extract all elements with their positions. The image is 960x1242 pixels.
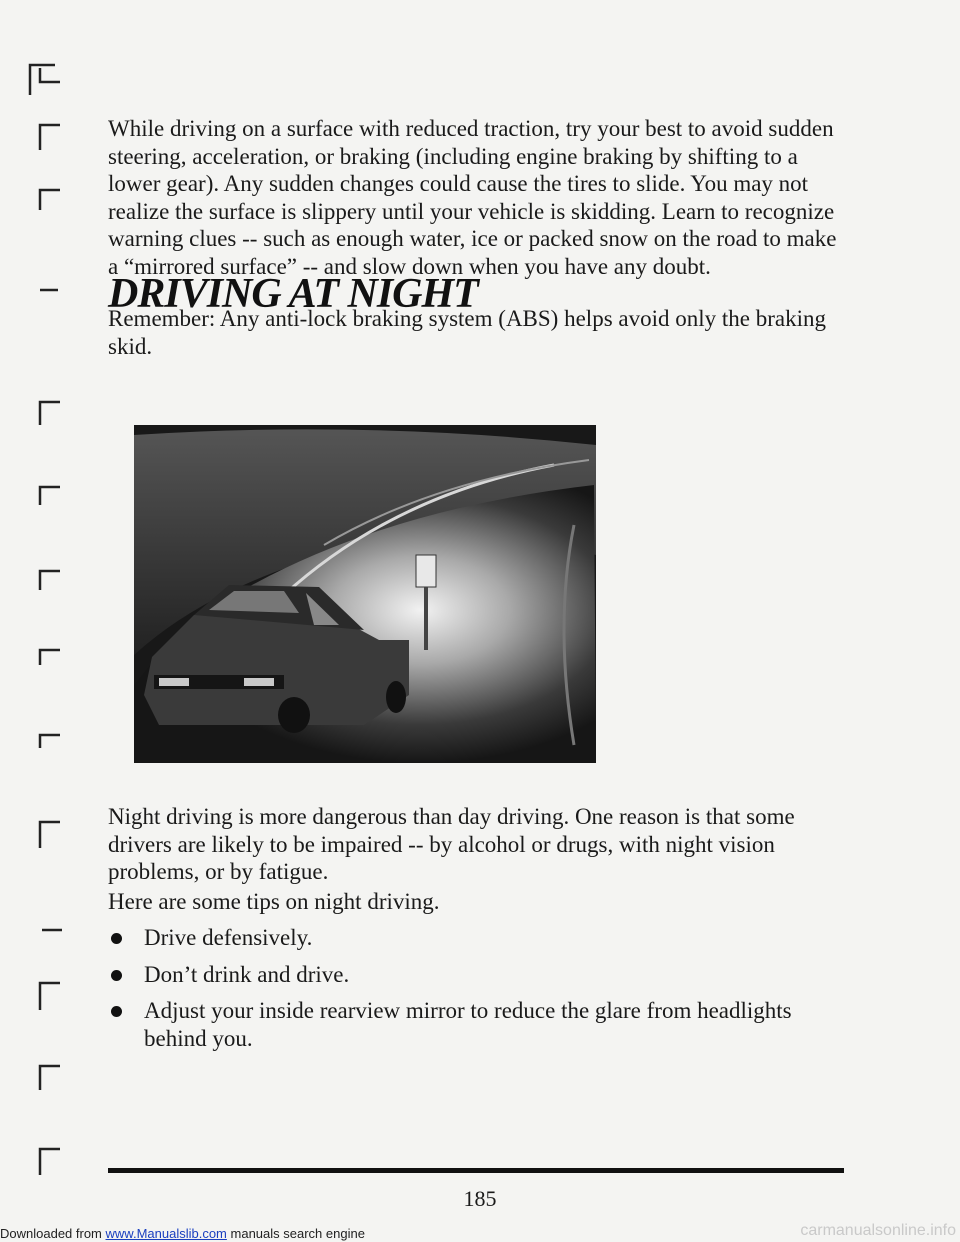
night-driving-photo — [134, 425, 596, 763]
bullet-icon — [111, 970, 122, 981]
list-item: Adjust your inside rearview mirror to reduce the glare from headlights behind you. — [108, 997, 848, 1052]
tips-intro: Here are some tips on night driving. — [108, 889, 440, 914]
download-footer: Downloaded from www.Manualslib.com manuals search engine — [0, 1226, 365, 1241]
site-watermark: carmanualsonline.info — [800, 1222, 956, 1239]
footer-rule — [108, 1168, 844, 1173]
bullet-icon — [111, 1006, 122, 1017]
manualslib-link[interactable]: www.Manualslib.com — [105, 1226, 227, 1241]
list-item: Drive defensively. — [108, 924, 848, 952]
section-heading: DRIVING AT NIGHT — [108, 271, 478, 317]
bullet-icon — [111, 933, 122, 944]
list-item: Don’t drink and drive. — [108, 961, 848, 989]
abs-paragraph: Remember: Any anti-lock braking system (ABS) helps avoid only the braking skid. — [108, 306, 826, 359]
night-danger-paragraph: Night driving is more dangerous than day driving. One reason is that some drivers are likely to be impaired -- by alcohol or drugs, with night vision problems, or by fatigue. — [108, 804, 795, 884]
binding-edge-marks — [0, 0, 80, 1242]
page-number: 185 — [463, 1186, 497, 1211]
traction-paragraph: While driving on a surface with reduced traction, try your best to avoid sudden steering, acceleration, or braking (including engine braking by shifting to a lower gear). Any sudden changes could cause the tires to slide. You may not realize the surface is slippery until your vehicle is skidding. Learn to recognize warning clues -- such as enough water, ice or packed snow on the road to make a “mirrored surface” -- and slow down when you have any doubt. — [108, 116, 837, 279]
tips-list — [108, 924, 848, 1061]
